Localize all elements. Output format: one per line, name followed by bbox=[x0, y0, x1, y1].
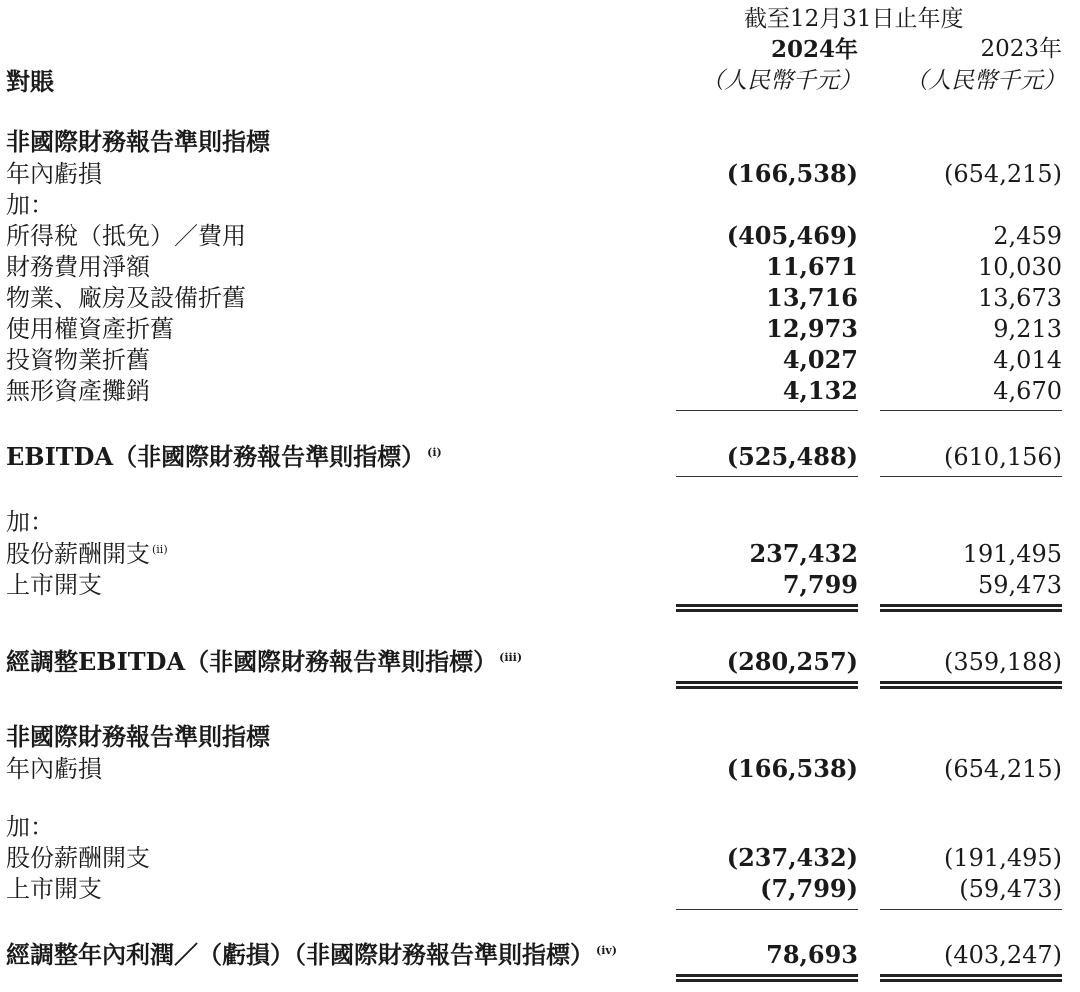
value-2023: 2,459 bbox=[993, 222, 1062, 250]
subtotal-rule bbox=[676, 410, 858, 411]
unit-2023: （人民幣千元） bbox=[905, 68, 1066, 94]
total-double-rule bbox=[676, 974, 858, 982]
value-2023: (654,215) bbox=[944, 160, 1062, 188]
value-2023: (654,215) bbox=[944, 755, 1062, 783]
period-heading: 截至12月31日止年度 bbox=[744, 6, 964, 32]
row-label: 物業、廠房及設備折舊 bbox=[6, 284, 246, 312]
value-2024: 13,716 bbox=[766, 283, 858, 312]
row-label: 股份薪酬開支 $^{(ii)}$ bbox=[6, 540, 168, 568]
add-label: 加： bbox=[6, 508, 54, 536]
year-2023-heading: 2023年 bbox=[980, 36, 1062, 62]
subtotal-rule bbox=[880, 410, 1062, 411]
value-2023: (191,495) bbox=[944, 844, 1062, 872]
value-2023: 191,495 bbox=[962, 540, 1062, 568]
value-2023: (403,247) bbox=[944, 941, 1062, 969]
section1-heading: 非國際財務報告準則指標 bbox=[6, 127, 270, 156]
total-double-rule bbox=[880, 604, 1062, 612]
value-2024: 7,799 bbox=[782, 570, 858, 599]
footnote-marker: (ii) bbox=[152, 543, 168, 556]
value-2023: 9,213 bbox=[993, 315, 1062, 343]
value-2023: 4,670 bbox=[993, 377, 1062, 405]
value-2024: 12,973 bbox=[766, 314, 858, 343]
value-2023: 59,473 bbox=[978, 571, 1062, 599]
row-label: 上市開支 bbox=[6, 875, 102, 903]
value-2024: (280,257) bbox=[726, 647, 858, 676]
footnote-marker: (iv) bbox=[596, 944, 617, 957]
footnote-marker: (i) bbox=[427, 446, 442, 459]
row-label: 上市開支 bbox=[6, 571, 102, 599]
row-label: 股份薪酬開支 bbox=[6, 844, 150, 872]
subtotal-rule bbox=[676, 476, 858, 477]
row-label: 年內虧損 bbox=[6, 160, 102, 188]
value-2024: 11,671 bbox=[766, 252, 858, 281]
value-2024: 237,432 bbox=[749, 539, 858, 568]
value-2024: (166,538) bbox=[726, 754, 858, 783]
value-2023: (59,473) bbox=[959, 875, 1062, 903]
value-2023: (359,188) bbox=[944, 648, 1062, 676]
table-title: 對賬 bbox=[6, 67, 54, 96]
value-2024: (405,469) bbox=[726, 221, 858, 250]
value-2024: (166,538) bbox=[726, 159, 858, 188]
subtotal-rule bbox=[880, 476, 1062, 477]
total-double-rule bbox=[880, 681, 1062, 689]
section3-heading: 非國際財務報告準則指標 bbox=[6, 722, 270, 751]
row-label: 年內虧損 bbox=[6, 755, 102, 783]
value-2024: (237,432) bbox=[726, 843, 858, 872]
value-2024: 4,027 bbox=[782, 345, 858, 374]
value-2024: 78,693 bbox=[766, 940, 858, 969]
value-2023: (610,156) bbox=[944, 443, 1062, 471]
value-2024: 4,132 bbox=[782, 376, 858, 405]
subtotal-rule bbox=[676, 909, 858, 910]
unit-2024: （人民幣千元） bbox=[701, 68, 862, 94]
adjusted-ebitda-label: 經調整EBITDA（非國際財務報告準則指標） $^{(iii)}$ bbox=[6, 647, 523, 676]
value-2024: (525,488) bbox=[726, 442, 858, 471]
total-double-rule bbox=[676, 604, 858, 612]
row-label: 財務費用淨額 bbox=[6, 253, 150, 281]
value-2023: 10,030 bbox=[978, 253, 1062, 281]
add-label: 加： bbox=[6, 813, 54, 841]
row-label: 使用權資產折舊 bbox=[6, 315, 174, 343]
row-label: 無形資產攤銷 bbox=[6, 377, 150, 405]
adjusted-profit-label: 經調整年內利潤／（虧損）（非國際財務報告準則指標） $^{(iv)}$ bbox=[6, 940, 617, 969]
total-double-rule bbox=[676, 681, 858, 689]
value-2023: 13,673 bbox=[978, 284, 1062, 312]
value-2023: 4,014 bbox=[993, 346, 1062, 374]
ebitda-label: EBITDA（非國際財務報告準則指標） $^{(i)}$ bbox=[6, 442, 442, 471]
footnote-marker: (iii) bbox=[499, 651, 523, 664]
year-2024-heading: 2024年 bbox=[770, 36, 858, 63]
total-double-rule bbox=[880, 974, 1062, 982]
add-label: 加： bbox=[6, 191, 54, 219]
value-2024: (7,799) bbox=[760, 874, 858, 903]
row-label: 投資物業折舊 bbox=[6, 346, 150, 374]
subtotal-rule bbox=[880, 909, 1062, 910]
row-label: 所得稅（抵免）／費用 bbox=[6, 222, 246, 250]
